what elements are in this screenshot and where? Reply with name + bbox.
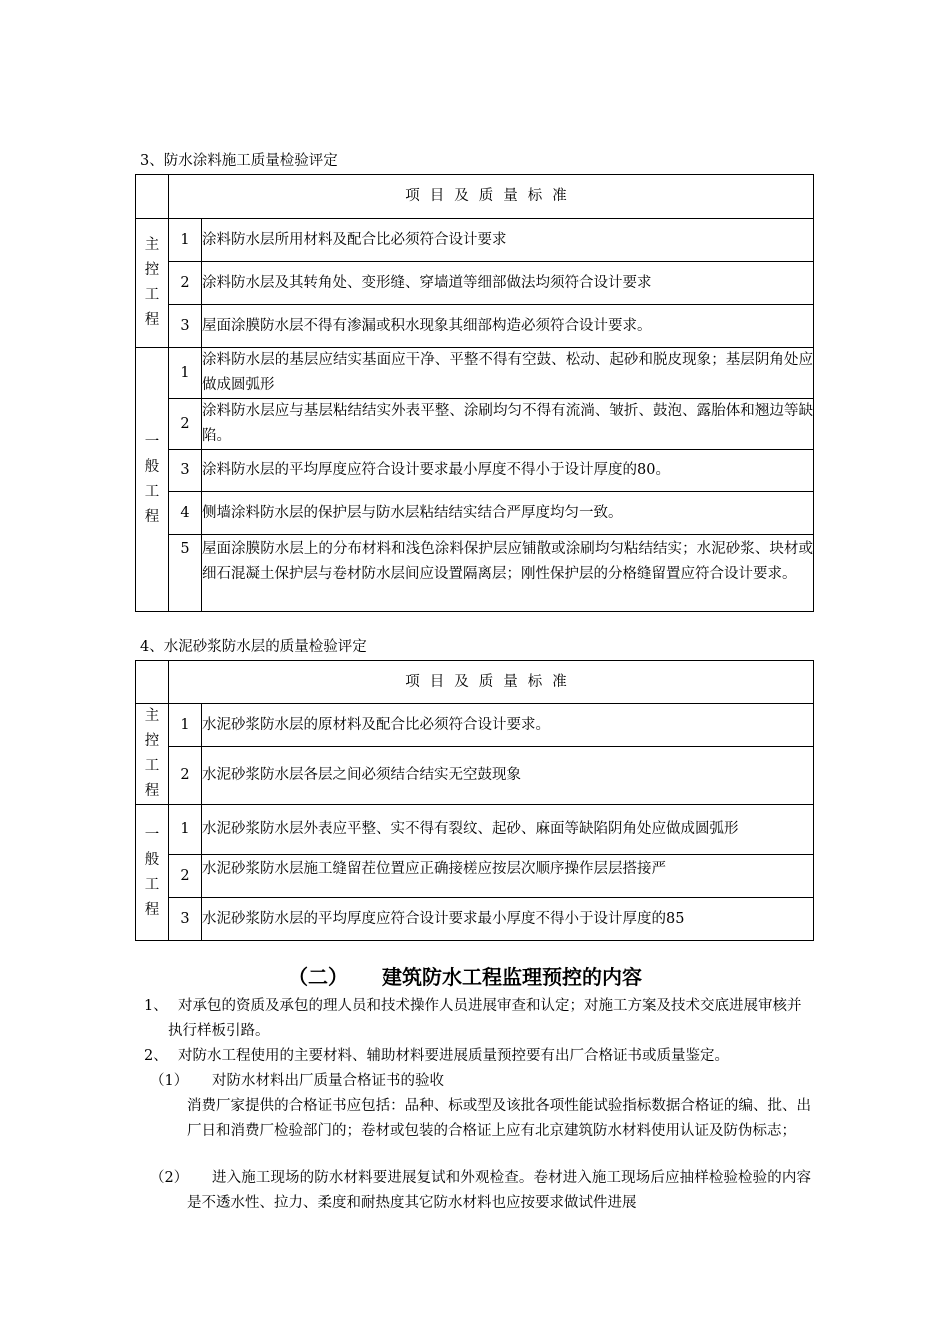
row-number: 3 (169, 450, 202, 492)
section-4-caption: 4、水泥砂浆防水层的质量检验评定 (140, 639, 367, 655)
corner-cell (136, 175, 169, 219)
table-header-row (136, 661, 814, 704)
row-number: 2 (169, 262, 202, 305)
table-row (136, 747, 814, 805)
row-text: 屋面涂膜防水层不得有渗漏或积水现象其细部构造必须符合设计要求。 (202, 305, 814, 348)
table-row (136, 492, 814, 535)
table-row (136, 262, 814, 305)
list-item (144, 994, 810, 1044)
section-two-title: 建筑防水工程监理预控的内容 (382, 965, 642, 989)
list-text: 对承包的资质及承包的理人员和技术操作人员进展审查和认定；对施工方案及技术交底进展审核并执行样板引路。 (168, 998, 802, 1039)
table-row (136, 399, 814, 450)
section-two-prefix: （二） (288, 965, 348, 989)
table-row (136, 805, 814, 855)
section-3-caption: 3、防水涂料施工质量检验评定 (140, 153, 338, 169)
table-row (136, 305, 814, 348)
row-number: 1 (169, 348, 202, 399)
section-3-table (135, 174, 814, 612)
row-text: 涂料防水层的平均厚度应符合设计要求最小厚度不得小于设计厚度的80。 (202, 450, 814, 492)
list-text: 消费厂家提供的合格证书应包括：品种、标或型及该批各项性能试验指标数据合格证的编、批、出厂日和消费厂检验部门的；卷材或包装的合格证上应有北京建筑防水材料使用认证及防伪标志； (187, 1098, 811, 1139)
row-text: 涂料防水层应与基层粘结结实外表平整、涂刷均匀不得有流淌、皱折、鼓泡、露胎体和翘边等缺陷。 (202, 399, 814, 450)
row-text: 水泥砂浆防水层施工缝留茬位置应正确接槎应按层次顺序操作层层搭接严 (202, 855, 814, 898)
general-category-label: 一 般 工 程 (136, 348, 169, 612)
row-text: 屋面涂膜防水层上的分布材料和浅色涂料保护层应铺散或涂刷均匀粘结结实；水泥砂浆、块材或细石混凝土保护层与卷材防水层间应设置隔离层；刚性保护层的分格缝留置应符合设计要求。 (202, 535, 814, 612)
row-text: 水泥砂浆防水层外表应平整、实不得有裂纹、起砂、麻面等缺陷阴角处应做成圆弧形 (202, 805, 814, 855)
table-row (136, 219, 814, 262)
row-number: 5 (169, 535, 202, 612)
list-item (187, 1094, 811, 1144)
table-row (136, 704, 814, 747)
table-row (136, 898, 814, 941)
list-item (150, 1069, 812, 1094)
list-marker: （2） (150, 1170, 189, 1186)
row-number: 2 (169, 747, 202, 805)
row-number: 2 (169, 399, 202, 450)
corner-cell (136, 661, 169, 704)
row-number: 1 (169, 704, 202, 747)
row-text: 水泥砂浆防水层各层之间必须结合结实无空鼓现象 (202, 747, 814, 805)
table-row (136, 855, 814, 898)
row-number: 3 (169, 305, 202, 348)
list-marker: 1、 (144, 998, 168, 1014)
table-header-row (136, 175, 814, 219)
list-text: 对防水工程使用的主要材料、辅助材料要进展质量预控要有出厂合格证书或质量鉴定。 (178, 1048, 729, 1064)
section-4-table (135, 660, 814, 941)
row-number: 1 (169, 805, 202, 855)
main-category-label: 主 控 工 程 (136, 704, 169, 805)
row-text: 涂料防水层的基层应结实基面应干净、平整不得有空鼓、松动、起砂和脱皮现象；基层阴角处应做成圆弧形 (202, 348, 814, 399)
list-item (144, 1044, 816, 1069)
list-marker: （1） (150, 1073, 189, 1089)
row-number: 1 (169, 219, 202, 262)
list-text: 对防水材料出厂质量合格证书的验收 (212, 1073, 444, 1089)
general-category-label: 一 般 工 程 (136, 805, 169, 941)
row-number: 4 (169, 492, 202, 535)
list-marker: 2、 (144, 1048, 168, 1064)
row-text: 涂料防水层所用材料及配合比必须符合设计要求 (202, 219, 814, 262)
table-row (136, 450, 814, 492)
row-number: 3 (169, 898, 202, 941)
row-number: 2 (169, 855, 202, 898)
main-category-label: 主 控 工 程 (136, 219, 169, 348)
table-row (136, 348, 814, 399)
row-text: 侧墙涂料防水层的保护层与防水层粘结结实结合严厚度均匀一致。 (202, 492, 814, 535)
table-row (136, 535, 814, 612)
table-header: 项目及质量标准 (169, 175, 814, 219)
row-text: 涂料防水层及其转角处、变形缝、穿墙道等细部做法均须符合设计要求 (202, 262, 814, 305)
table-header: 项目及质量标准 (169, 661, 814, 704)
row-text: 水泥砂浆防水层的平均厚度应符合设计要求最小厚度不得小于设计厚度的85 (202, 898, 814, 941)
list-text: 进入施工现场的防水材料要进展复试和外观检查。卷材进入施工现场后应抽样检验检验的内容是不透水性、拉力、柔度和耐热度其它防水材料也应按要求做试件进展 (187, 1170, 811, 1211)
list-item (150, 1166, 811, 1216)
row-text: 水泥砂浆防水层的原材料及配合比必须符合设计要求。 (202, 704, 814, 747)
